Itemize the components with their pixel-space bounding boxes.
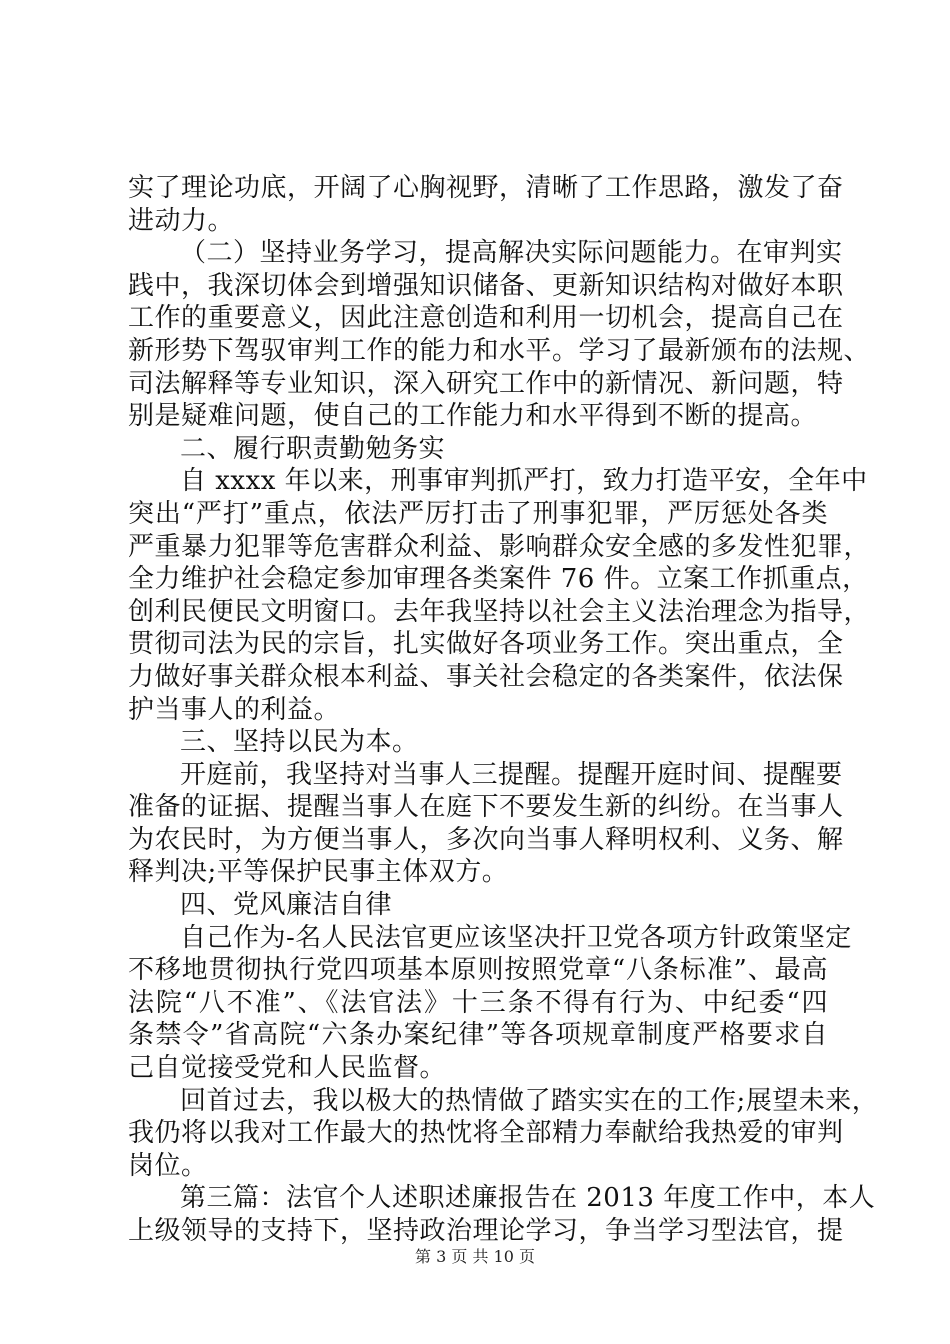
document-body [128,172,879,1248]
text-line: 创利民便民文明窗口。去年我坚持以社会主义法治理念为指导， [128,596,871,627]
text-line: 全力维护社会稳定参加审理各类案件 76 件。立案工作抓重点， [128,564,869,595]
text-line: 条禁令”省高院“六条办案纪律”等各项规章制度严格要求自 [128,1020,828,1051]
text-line: 自己作为-名人民法官更应该坚决扞卫党各项方针政策坚定 [180,922,852,953]
text-line: 护当事人的利益。 [128,694,341,725]
text-line: （二）坚持业务学习，提高解决实际问题能力。在审判实 [180,238,843,269]
text-line: 开庭前，我坚持对当事人三提醒。提醒开庭时间、提醒要 [180,759,843,790]
text-line: 司法解释等专业知识，深入研究工作中的新情况、新问题，特 [128,368,844,399]
text-line: 第三篇：法官个人述职述廉报告在 2013 年度工作中，本人 [180,1183,876,1214]
text-line: 己自觉接受党和人民监督。 [128,1053,447,1084]
text-line: 回首过去，我以极大的热情做了踏实实在的工作;展望未来， [180,1085,879,1116]
text-line: 准备的证据、提醒当事人在庭下不要发生新的纠纷。在当事人 [128,792,844,823]
text-line: 我仍将以我对工作最大的热忱将全部精力奉献给我热爱的审判 [128,1118,844,1149]
page-footer [0,1244,950,1267]
text-line: 践中，我深切体会到增强知识储备、更新知识结构对做好本职 [128,270,844,301]
text-line: 法院“八不准”、《法官法》十三条不得有行为、中纪委“四 [128,987,828,1018]
text-line: 上级领导的支持下，坚持政治理论学习，争当学习型法官，提 [128,1216,844,1246]
text-line: 贯彻司法为民的宗旨，扎实做好各项业务工作。突出重点，全 [128,629,844,660]
text-line: 二、履行职责勤勉务实 [180,433,446,464]
text-line: 四、党风廉洁自律 [180,890,393,921]
text-line: 别是疑难问题，使自己的工作能力和水平得到不断的提高。 [128,401,818,432]
page-number: 第 3 页 共 10 页 [415,1247,535,1266]
text-line: 为农民时，为方便当事人，多次向当事人释明权利、义务、解 [128,824,844,855]
text-line: 自 xxxx 年以来，刑事审判抓严打，致力打造平安，全年中 [180,466,868,497]
text-line: 力做好事关群众根本利益、事关社会稳定的各类案件，依法保 [128,661,844,692]
text-line: 进动力。 [128,205,235,236]
text-line: 突出“严打”重点，依法严厉打击了刑事犯罪，严厉惩处各类 [128,498,828,529]
text-line: 新形势下驾驭审判工作的能力和水平。学习了最新颁布的法规、 [128,335,871,366]
text-line: 岗位。 [128,1150,208,1181]
text-line: 不移地贯彻执行党四项基本原则按照党章“八条标准”、最高 [128,955,828,986]
text-line: 严重暴力犯罪等危害群众利益、影响群众安全感的多发性犯罪， [128,531,871,562]
text-line: 三、坚持以民为本。 [180,727,419,758]
text-line: 释判决;平等保护民事主体双方。 [128,857,509,888]
text-line: 实了理论功底，开阔了心胸视野，清晰了工作思路，激发了奋 [128,173,844,203]
text-line: 工作的重要意义，因此注意创造和利用一切机会，提高自己在 [128,303,844,334]
